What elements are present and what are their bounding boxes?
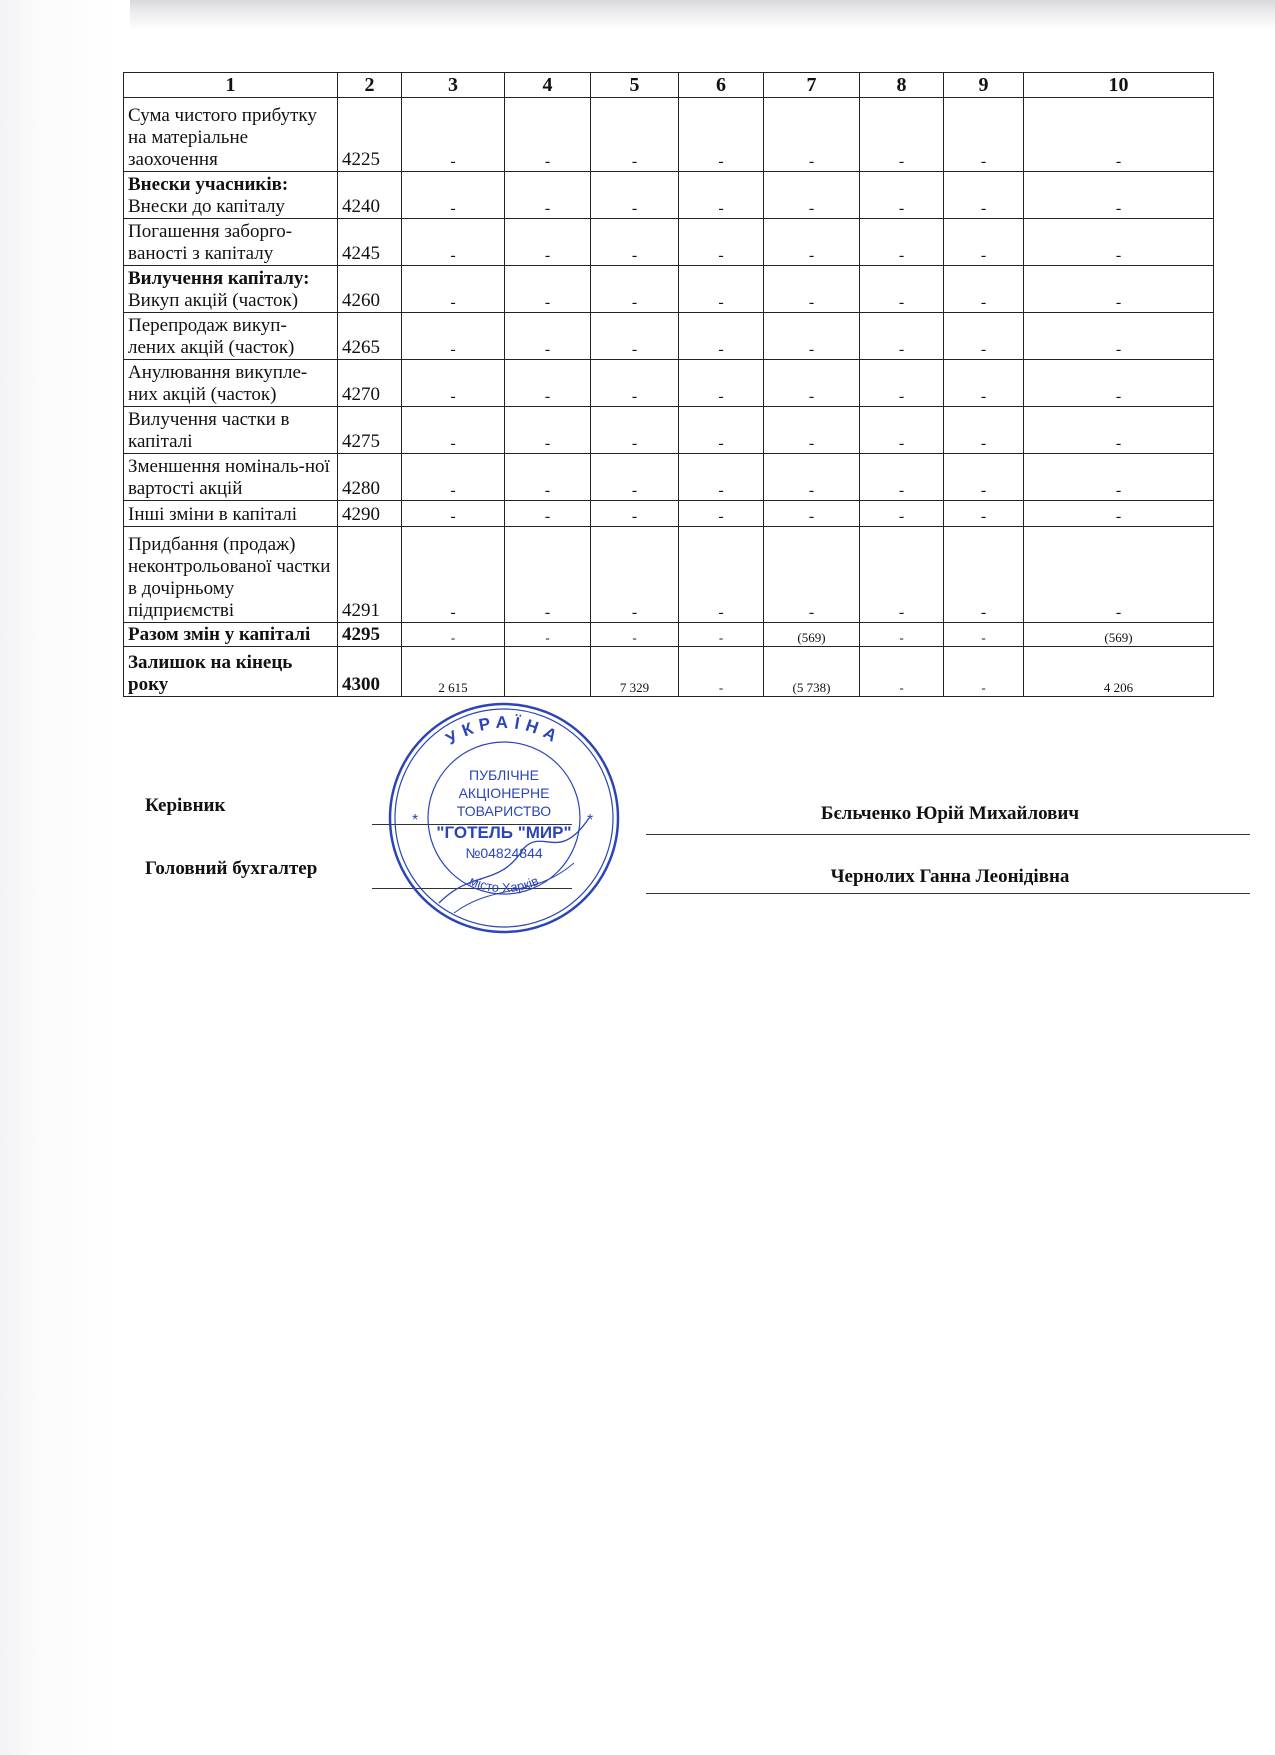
row-value: - xyxy=(591,527,679,623)
stamp-line-3: ТОВАРИСТВО xyxy=(456,803,552,819)
row-value: - xyxy=(505,266,591,313)
row-value: - xyxy=(402,527,505,623)
row-name: Сума чистого прибутку на матеріальне заохочення xyxy=(128,105,317,170)
row-value: (569) xyxy=(764,623,860,647)
row-value: - xyxy=(402,501,505,527)
stamp-star-right-icon: * xyxy=(587,812,594,829)
row-value: - xyxy=(591,501,679,527)
row-value: 4 206 xyxy=(1024,647,1214,697)
row-value: - xyxy=(764,313,860,360)
row-name: Разом змін у капіталі xyxy=(128,624,311,645)
row-value: - xyxy=(764,407,860,454)
row-value: - xyxy=(1024,454,1214,501)
table-row xyxy=(124,172,1214,219)
row-value: - xyxy=(764,501,860,527)
row-value: - xyxy=(679,360,764,407)
row-code: 4265 xyxy=(338,313,402,360)
row-value: - xyxy=(860,527,944,623)
row-value: - xyxy=(1024,219,1214,266)
row-label xyxy=(124,623,338,647)
equity-statement-table xyxy=(123,72,1214,697)
row-value: - xyxy=(679,623,764,647)
row-value: - xyxy=(505,527,591,623)
row-name: Придбання (продаж) неконтрольованої частки в дочірньому підприємстві xyxy=(128,534,331,621)
head-name: Бєльченко Юрій Михайлович xyxy=(820,803,1080,824)
column-header: 10 xyxy=(1024,73,1214,98)
row-value: - xyxy=(679,407,764,454)
row-value: (5 738) xyxy=(764,647,860,697)
row-value: - xyxy=(591,454,679,501)
row-value: - xyxy=(764,98,860,172)
row-label xyxy=(124,407,338,454)
row-value: - xyxy=(591,98,679,172)
row-value: - xyxy=(764,219,860,266)
row-value: - xyxy=(764,266,860,313)
table-row xyxy=(124,407,1214,454)
row-value: - xyxy=(679,266,764,313)
row-label xyxy=(124,647,338,697)
row-code: 4280 xyxy=(338,454,402,501)
row-value: - xyxy=(860,454,944,501)
table-row xyxy=(124,527,1214,623)
row-code: 4300 xyxy=(338,647,402,697)
table-row xyxy=(124,647,1214,697)
row-value: - xyxy=(860,360,944,407)
row-label xyxy=(124,219,338,266)
row-value: - xyxy=(505,172,591,219)
section-heading: Вилучення капіталу: xyxy=(128,268,310,289)
stamp-city: місто Харків xyxy=(467,872,541,896)
row-value: - xyxy=(591,407,679,454)
table-row xyxy=(124,623,1214,647)
row-value: - xyxy=(1024,360,1214,407)
row-value: - xyxy=(764,527,860,623)
row-value: - xyxy=(860,647,944,697)
row-name: Інші зміни в капіталі xyxy=(128,504,297,525)
row-value: - xyxy=(944,454,1024,501)
row-value: - xyxy=(1024,501,1214,527)
row-value: - xyxy=(860,98,944,172)
column-header: 9 xyxy=(944,73,1024,98)
row-value: - xyxy=(402,98,505,172)
column-header: 1 xyxy=(124,73,338,98)
section-heading: Внески учасників: xyxy=(128,174,289,195)
row-value: (569) xyxy=(1024,623,1214,647)
row-value: - xyxy=(505,623,591,647)
row-value: - xyxy=(860,313,944,360)
row-label xyxy=(124,172,338,219)
row-value: - xyxy=(505,454,591,501)
row-value: - xyxy=(591,219,679,266)
scan-edge xyxy=(130,0,1275,30)
row-value: - xyxy=(944,266,1024,313)
row-value: - xyxy=(944,407,1024,454)
row-value: - xyxy=(1024,98,1214,172)
row-code: 4260 xyxy=(338,266,402,313)
row-code: 4290 xyxy=(338,501,402,527)
row-value: - xyxy=(860,266,944,313)
row-label xyxy=(124,360,338,407)
company-stamp xyxy=(384,698,624,938)
row-value: - xyxy=(679,647,764,697)
row-label xyxy=(124,501,338,527)
stamp-company: "ГОТЕЛЬ "МИР" xyxy=(436,823,572,842)
row-value: - xyxy=(944,623,1024,647)
row-value: - xyxy=(764,172,860,219)
accountant-name: Чернолих Ганна Леонідівна xyxy=(830,866,1070,887)
table-row xyxy=(124,360,1214,407)
table-row xyxy=(124,266,1214,313)
row-name: Вилучення частки в капіталі xyxy=(128,409,290,452)
table-row xyxy=(124,313,1214,360)
row-value: - xyxy=(679,98,764,172)
row-value: - xyxy=(860,407,944,454)
row-value: - xyxy=(764,360,860,407)
column-header: 3 xyxy=(402,73,505,98)
row-value: - xyxy=(679,219,764,266)
row-value: - xyxy=(1024,407,1214,454)
stamp-line-1: ПУБЛІЧНЕ xyxy=(469,767,539,783)
row-value: - xyxy=(402,623,505,647)
row-code: 4240 xyxy=(338,172,402,219)
row-value: - xyxy=(1024,172,1214,219)
row-name: Викуп акцій (часток) xyxy=(128,290,299,311)
row-code: 4291 xyxy=(338,527,402,623)
row-name: Анулювання викупле-них акцій (часток) xyxy=(128,362,308,405)
row-value: - xyxy=(591,360,679,407)
row-value: - xyxy=(944,647,1024,697)
row-value xyxy=(505,647,591,697)
row-value: - xyxy=(402,172,505,219)
row-value: - xyxy=(944,501,1024,527)
row-value: - xyxy=(402,219,505,266)
row-value: - xyxy=(402,360,505,407)
stamp-star-left-icon: * xyxy=(412,812,419,829)
row-value: - xyxy=(679,501,764,527)
row-value: - xyxy=(944,98,1024,172)
row-label xyxy=(124,527,338,623)
row-value: 7 329 xyxy=(591,647,679,697)
row-value: - xyxy=(505,313,591,360)
row-value: - xyxy=(860,172,944,219)
column-header: 6 xyxy=(679,73,764,98)
row-value: - xyxy=(505,219,591,266)
row-value: - xyxy=(402,407,505,454)
row-value: - xyxy=(944,172,1024,219)
row-code: 4295 xyxy=(338,623,402,647)
row-value: - xyxy=(591,623,679,647)
row-name: Залишок на кінець року xyxy=(128,652,293,695)
row-value: - xyxy=(679,313,764,360)
table-row xyxy=(124,454,1214,501)
stamp-line-2: АКЦІОНЕРНЕ xyxy=(458,785,550,801)
column-header: 5 xyxy=(591,73,679,98)
stamp-country: УКРАЇНА xyxy=(442,712,566,749)
table-body xyxy=(124,98,1214,697)
row-value: - xyxy=(944,313,1024,360)
column-header: 7 xyxy=(764,73,860,98)
row-label xyxy=(124,98,338,172)
row-value: - xyxy=(505,98,591,172)
row-name: Перепродаж викуп-лених акцій (часток) xyxy=(128,315,295,358)
row-name: Внески до капіталу xyxy=(128,196,285,217)
row-value: - xyxy=(505,407,591,454)
row-value: - xyxy=(1024,527,1214,623)
row-code: 4275 xyxy=(338,407,402,454)
row-value: - xyxy=(505,501,591,527)
row-label xyxy=(124,266,338,313)
column-header: 8 xyxy=(860,73,944,98)
row-value: - xyxy=(679,454,764,501)
table-row xyxy=(124,501,1214,527)
table-row xyxy=(124,219,1214,266)
row-value: - xyxy=(402,454,505,501)
row-code: 4245 xyxy=(338,219,402,266)
head-label: Керівник xyxy=(145,795,226,816)
table-row xyxy=(124,98,1214,172)
stamp-code: №04824844 xyxy=(465,845,543,861)
row-value: - xyxy=(944,219,1024,266)
row-value: - xyxy=(402,266,505,313)
column-header: 4 xyxy=(505,73,591,98)
row-value: - xyxy=(1024,266,1214,313)
accountant-name-line xyxy=(646,893,1250,894)
row-value: - xyxy=(679,172,764,219)
column-header: 2 xyxy=(338,73,402,98)
row-label xyxy=(124,454,338,501)
row-name: Зменшення номіналь-ної вартості акцій xyxy=(128,456,330,499)
row-code: 4270 xyxy=(338,360,402,407)
row-value: - xyxy=(764,454,860,501)
row-value: 2 615 xyxy=(402,647,505,697)
row-value: - xyxy=(860,501,944,527)
row-name: Погашення заборго-вaності з капіталу xyxy=(128,221,293,264)
row-label xyxy=(124,313,338,360)
column-number-row xyxy=(124,73,1214,98)
row-value: - xyxy=(591,266,679,313)
accountant-label: Головний бухгалтер xyxy=(145,858,318,879)
row-value: - xyxy=(402,313,505,360)
head-name-line xyxy=(646,834,1250,835)
row-value: - xyxy=(944,360,1024,407)
row-value: - xyxy=(860,623,944,647)
row-value: - xyxy=(1024,313,1214,360)
row-value: - xyxy=(591,313,679,360)
row-value: - xyxy=(679,527,764,623)
row-value: - xyxy=(860,219,944,266)
row-code: 4225 xyxy=(338,98,402,172)
row-value: - xyxy=(944,527,1024,623)
row-value: - xyxy=(505,360,591,407)
row-value: - xyxy=(591,172,679,219)
